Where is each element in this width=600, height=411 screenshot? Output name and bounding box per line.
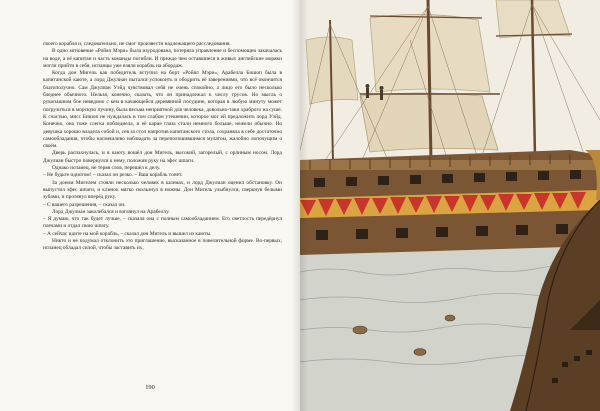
paragraph: – С вашего разрешения, – сказал он.	[43, 201, 126, 208]
paragraph: Когда дон Мигель как победитель вступил на борт «Ройял Мэри», Арабелла Бишоп была в капитанской каюте, а лорд Джулиан пытался успокоить и ободрить её заверениями, что всё окончится благополучно. Сам Джулиан Уэйд чувствовал себя не очень спокойно, а лицо его было несколько бледнее обычного. Нельзя, конечно, сказать, что он принадлежал к числу трусов. Но мысль о рукопашном бое неведомо с кем в качающейся деревянной посудине, которая в любую минуту может погрузиться в морскую пучину, была весьма неприятной для человека, довольно-таки храброго на суше. К счастью, мисс Бишоп не нуждалась в том слабом утешении, которое мог ей предложить лорд Уэйд. Конечно, она тоже слегка побледнела, и её карие глаза стали немного больше, нежели обычно. Но девушка хорошо владела собой и, сев за стол напротив капитанского стола, сохраняла в себе достаточно самообладания, чтобы насмешливо наблюдать за переполошившимся мулатом, жалобно лопочущим о своём.	[43, 70, 282, 150]
paragraph: В одно мгновение «Ройял Мэри» была изуродована, потеряла управление и беспомощно закачалась на воде, а её капитан и часть команды погибли. И прежде чем оставшиеся в живых английские моряки могли прийти в себя, испанцы уже взяли корабль на абордаж.	[43, 48, 282, 69]
galleon-illustration	[300, 0, 600, 411]
paragraph: – Не будьте идиотом! – сказал он резко. – Ваш корабль тонет.	[43, 172, 183, 179]
paragraph: За доном Мигелем стояли несколько человек в шлемах, и лорд Джулиан оценил обстановку. Он выпустил эфес шпаги, и клинок мягко скользнул в ножны. Дон Мигель улыбнулся, сверкнув белыми зубами, и протянул вперёд руку.	[43, 179, 282, 201]
paragraph: Дверь распахнулась, и в каюту вошёл дон Мигель, высокий, загорелый, с орлиным носом. Лорд Джулиан быстро повернулся к нему, положив руку на эфес шпаги.	[43, 150, 282, 164]
page-text	[43, 41, 282, 359]
paragraph: Никто и не подумал отклонить это приглашение, высказанное в повелительной форме. Во-первых, испанец обладал силой, чтобы заставить их,	[43, 238, 282, 252]
page-number: 190	[145, 384, 155, 391]
paragraph: Однако испанец, не теряя слов, перешёл к делу.	[52, 165, 161, 172]
paragraph: – А сейчас идите на мой корабль, – сказал дон Мигель и вышел из каюты.	[43, 230, 212, 237]
right-page	[300, 0, 600, 411]
paragraph: своего корабля и, следовательно, не смог произвести надлежащего расследования.	[43, 41, 231, 47]
paragraph: Лорд Джулиан заколебался и взглянул на Арабеллу.	[52, 208, 170, 215]
paragraph: – Я думаю, что так будет лучше, – сказала она с полным самообладанием. Его светлость передёрнул плечами и отдал свою шпагу.	[43, 216, 282, 230]
